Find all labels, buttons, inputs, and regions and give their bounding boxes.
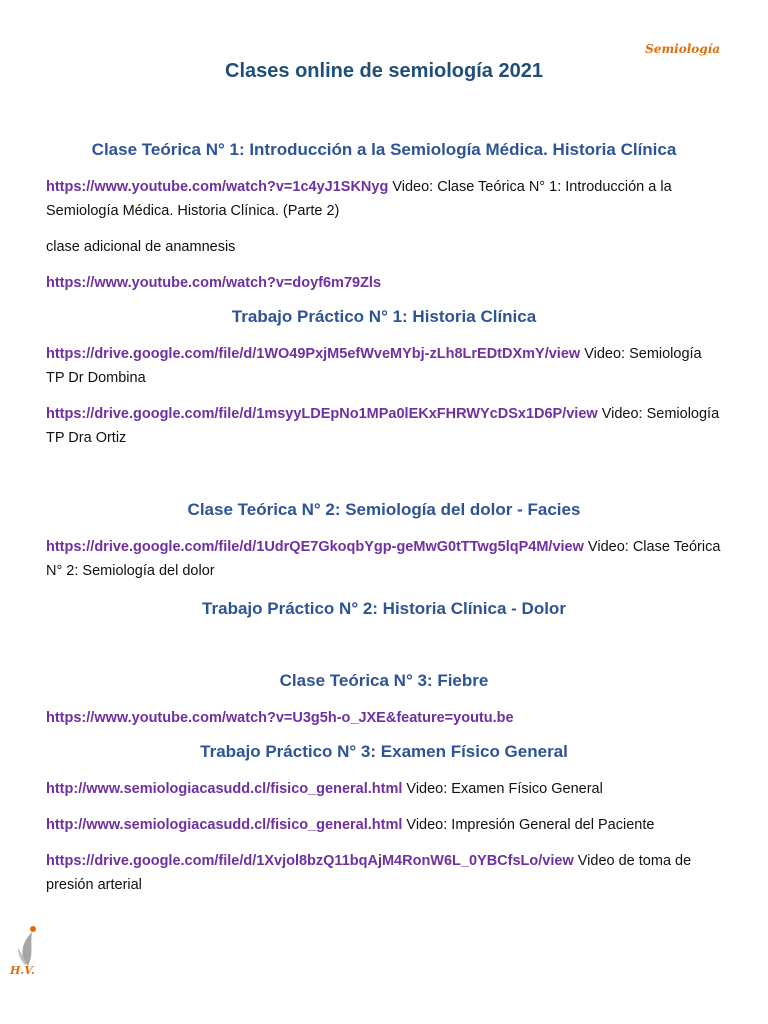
document-body	[46, 140, 722, 897]
link-ct3-video[interactable]: https://www.youtube.com/watch?v=U3g5h-o_JXE&feature=youtu.be	[46, 710, 514, 726]
link-ct1-video[interactable]: https://www.youtube.com/watch?v=1c4yJ1SKNyg	[46, 179, 389, 195]
page-title: Clases online de semiología 2021	[225, 60, 543, 82]
link-tp3-video-3[interactable]: https://drive.google.com/file/d/1Xvjol8bzQ11bqAjM4RonW6L_0YBCfsLo/view	[46, 853, 574, 869]
text-tp3-video-1: Video: Examen Físico General	[402, 781, 603, 797]
heading-clase-teorica-2: Clase Teórica N° 2: Semiología del dolor - Facies	[187, 500, 581, 519]
paragraph-ct1-anamnesis-link	[46, 271, 722, 295]
link-ct2-video[interactable]: https://drive.google.com/file/d/1UdrQE7GkoqbYgp-geMwG0tTTwg5lqP4M/view	[46, 539, 584, 555]
logo-initials: H.V.	[10, 964, 35, 977]
text-tp1-video-1: Video: Semiología TP Dr Dombina	[46, 346, 702, 386]
text-ct2-video: Video: Clase Teórica N° 2: Semiología del dolor	[46, 539, 721, 579]
heading-trabajo-practico-3: Trabajo Práctico N° 3: Examen Físico General	[200, 742, 568, 761]
text-tp3-video-2: Video: Impresión General del Paciente	[402, 817, 655, 833]
paragraph-tp3-video-3	[46, 849, 722, 897]
text-tp1-video-2: Video: Semiología TP Dra Ortiz	[46, 406, 720, 446]
paragraph-ct3-video	[46, 706, 722, 730]
paragraph-tp3-video-2	[46, 813, 722, 837]
header-tag: Semiología	[645, 42, 720, 56]
paragraph-ct1-video	[46, 175, 722, 223]
heading-trabajo-practico-1: Trabajo Práctico N° 1: Historia Clínica	[231, 307, 537, 326]
link-tp3-video-2[interactable]: http://www.semiologiacasudd.cl/fisico_general.html	[46, 817, 403, 833]
text-tp3-video-3: Video de toma de presión arterial	[46, 853, 692, 893]
paragraph-ct2-video	[46, 535, 722, 583]
heading-clase-teorica-3: Clase Teórica N° 3: Fiebre	[279, 671, 489, 690]
text-ct1-video: Video: Clase Teórica N° 1: Introducción a la Semiología Médica. Historia Clínica. (Parte 2)	[46, 179, 672, 219]
paragraph-tp1-video-1	[46, 342, 722, 390]
link-tp1-video-2[interactable]: https://drive.google.com/file/d/1msyyLDEpNo1MPa0lEKxFHRWYcDSx1D6P/view	[46, 406, 598, 422]
paragraph-tp1-video-2	[46, 402, 722, 450]
heading-trabajo-practico-2: Trabajo Práctico N° 2: Historia Clínica - Dolor	[202, 599, 566, 618]
link-tp1-video-1[interactable]: https://drive.google.com/file/d/1WO49PxjM5efWveMYbj-zLh8LrEDtDXmY/view	[46, 346, 581, 362]
heading-clase-teorica-1: Clase Teórica N° 1: Introducción a la Semiología Médica. Historia Clínica	[91, 140, 677, 159]
link-tp3-video-1[interactable]: http://www.semiologiacasudd.cl/fisico_general.html	[46, 781, 403, 797]
link-ct1-anamnesis[interactable]: https://www.youtube.com/watch?v=doyf6m79Zls	[46, 275, 382, 291]
paragraph-tp3-video-1	[46, 777, 722, 801]
paragraph-ct1-anamnesis: clase adicional de anamnesis	[46, 239, 236, 255]
